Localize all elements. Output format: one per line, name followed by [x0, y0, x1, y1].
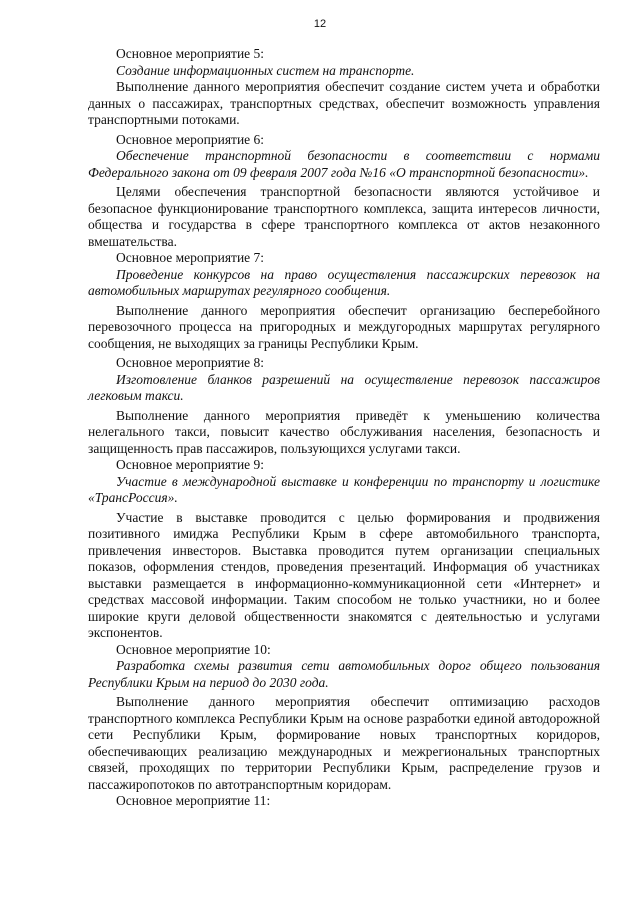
- section-title: Проведение конкурсов на право осуществления пассажирских перевозок на автомобильных маршрутах регулярного сообщения.: [88, 266, 600, 298]
- section-7: [88, 250, 600, 352]
- section-text: Выполнение данного мероприятия обеспечит создание систем учета и обработки данных о пассажирах, транспортных средствах, обеспечит возможность управления транспортными потоками.: [88, 79, 600, 127]
- section-heading: Основное мероприятие 5:: [116, 46, 265, 61]
- section-text: Выполнение данного мероприятия обеспечит организацию бесперебойного перевозочного процесса на пригородных и междугородных маршрутах регулярного сообщения, не выходящих за границы Республики Крым.: [88, 302, 600, 351]
- section-heading: Основное мероприятие 7:: [116, 250, 265, 265]
- section-heading: Основное мероприятие 11:: [116, 793, 271, 808]
- document-body: [88, 46, 600, 810]
- section-title: Разработка схемы развития сети автомобильных дорог общего пользования Республики Крым на период до 2030 года.: [88, 658, 600, 690]
- section-10: [88, 642, 600, 794]
- section-11: [88, 793, 600, 810]
- section-heading: Основное мероприятие 8:: [116, 355, 265, 370]
- section-heading: Основное мероприятие 9:: [116, 457, 265, 472]
- section-6: [88, 132, 600, 251]
- section-heading: Основное мероприятие 10:: [116, 641, 271, 657]
- section-8: [88, 355, 600, 457]
- page-number: 12: [313, 18, 327, 30]
- section-9: [88, 457, 600, 642]
- section-text: Целями обеспечения транспортной безопасности являются устойчивое и безопасное функционирование транспортного комплекса, защита интересов личности, общества и государства в сфере транспортного комплекса от актов незаконного вмешательства.: [88, 184, 600, 249]
- section-text: Участие в выставке проводится с целью формирования и продвижения позитивного имиджа Республики Крым в сфере автомобильного транспорта, привлечения инвесторов. Выставка проводится путем организации специальных показов, оформления стендов, проведения презентаций. Информация об участниках выставки размещается в информационно-коммуникационной сети «Интернет» и средствах массовой информации. Таким способом не только участники, но и более широкие круги деловой общественности знакомятся с деятельностью и услугами экспонентов.: [88, 509, 600, 640]
- section-title: Создание информационных систем на транспорте.: [116, 62, 415, 78]
- section-title: Участие в международной выставке и конференции по транспорту и логистике «ТрансРоссия».: [88, 473, 600, 505]
- section-heading: Основное мероприятие 6:: [116, 131, 265, 147]
- section-text: Выполнение данного мероприятия приведёт к уменьшению количества нелегального такси, повысит качество обслуживания населения, безопасность и защищенность прав пассажиров, пользующихся услугами такси.: [88, 407, 600, 456]
- section-text: Выполнение данного мероприятия обеспечит оптимизацию расходов транспортного комплекса Республики Крым на основе разработки единой автодорожной сети Республики Крым, формирование новых транспортных коридоров, обеспечивающих реализацию международных и межрегиональных транспортных связей, проходящих по территории Республики Крым, распределение грузов и пассажиропотоков по автотранспортным коридорам.: [88, 694, 600, 792]
- section-title: Изготовление бланков разрешений на осуществление перевозок пассажиров легковым такси.: [88, 371, 600, 403]
- section-5: [88, 46, 600, 129]
- section-title: Обеспечение транспортной безопасности в соответствии с нормами Федерального закона от 09 февраля 2007 года №16 «О транспортной безопасности».: [88, 148, 600, 180]
